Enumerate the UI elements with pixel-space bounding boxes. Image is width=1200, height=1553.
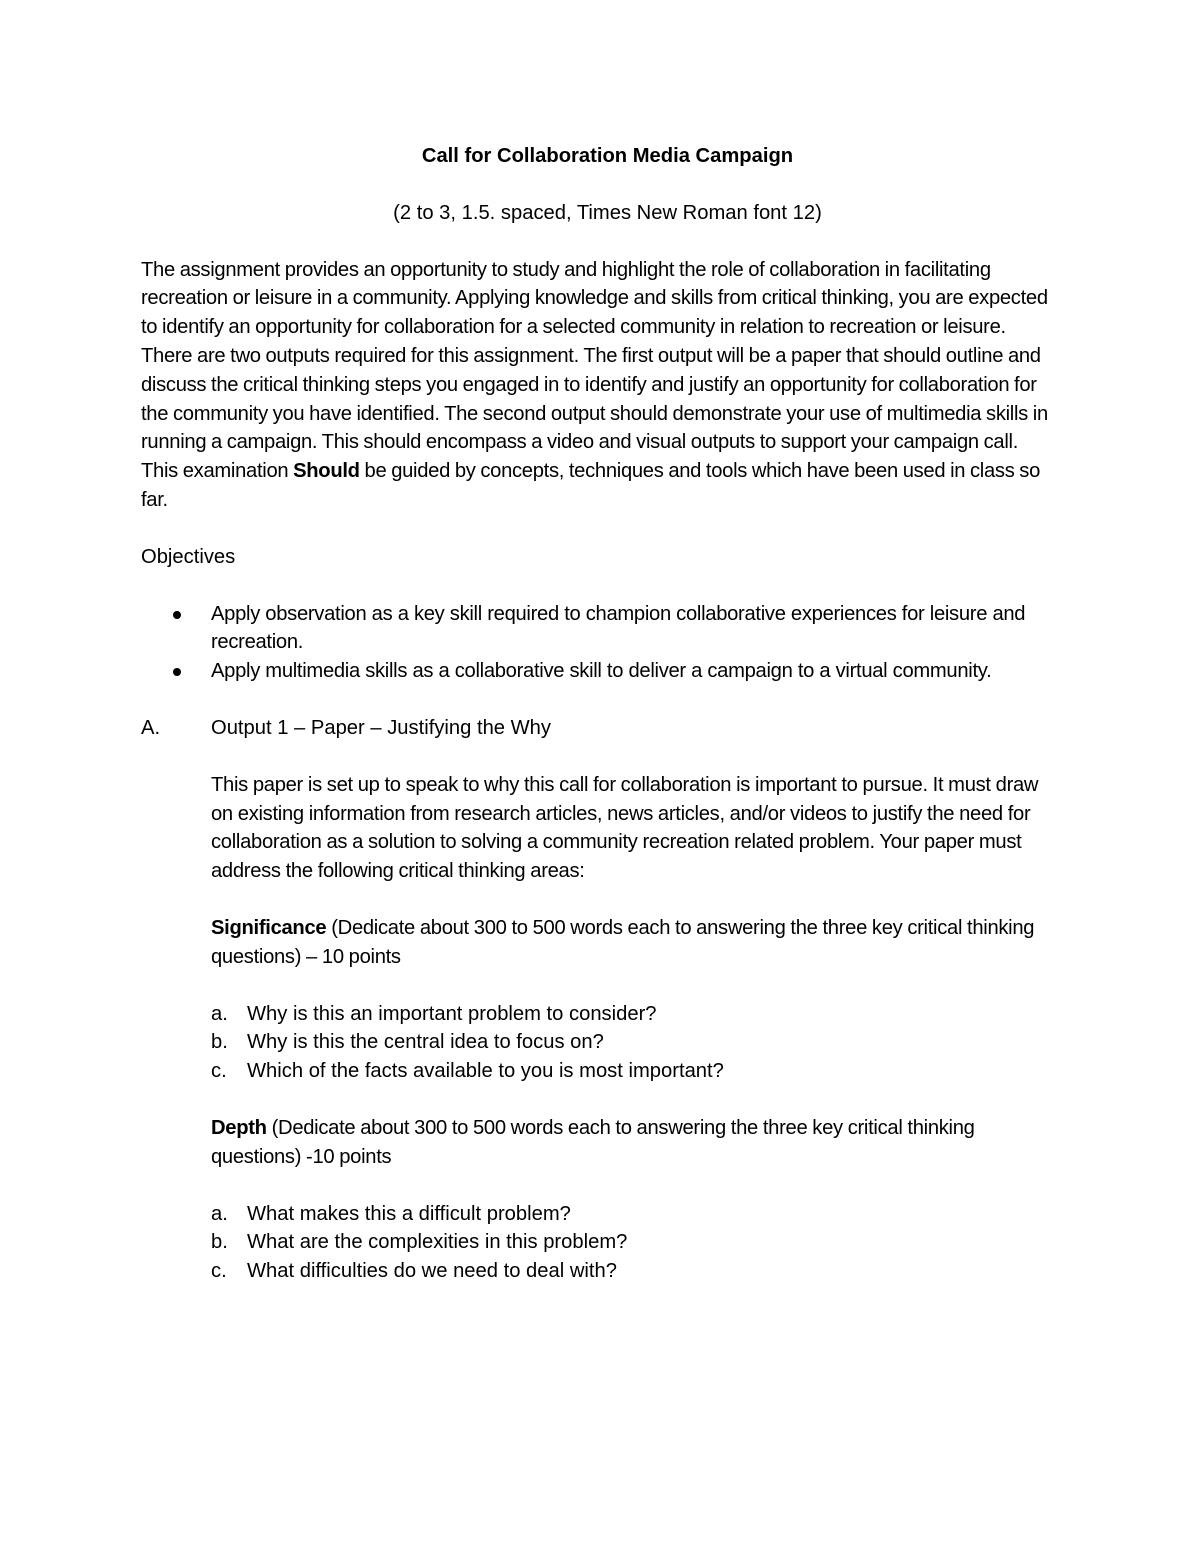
document-content — [141, 142, 1056, 1286]
question-marker: c. — [211, 1260, 227, 1283]
question-item — [211, 1000, 1056, 1029]
document-title: Call for Collaboration Media Campaign — [421, 145, 794, 167]
question-text: Why is this the central idea to focus on? — [247, 1031, 604, 1054]
significance-label: Significance — [211, 916, 327, 939]
intro-paragraph — [141, 256, 1056, 515]
objective-text: Apply multimedia skills as a collaborative skill to deliver a campaign to a virtual community. — [211, 660, 992, 683]
question-item — [211, 1257, 1056, 1286]
question-marker: b. — [211, 1231, 228, 1254]
depth-questions — [211, 1200, 1056, 1286]
intro-text-part1: The assignment provides an opportunity to study and highlight the role of collaboration in facilitating recreation or leisure in a community. Applying knowledge and skills from critical thinking, you are expected to identify an opportunity for collaboration for a selected community in relation to recreation or leisure. There are two outputs required for this assignment. The first output will be a paper that should outline and discuss the critical thinking steps you engaged in to identify and justify an opportunity for collaboration for the community you have identified. The second output should demonstrate your use of multimedia skills in running a campaign. This should encompass a video and visual outputs to support your campaign call. This examination — [141, 258, 1048, 483]
depth-paragraph — [211, 1114, 1056, 1172]
significance-text: (Dedicate about 300 to 500 words each to answering the three key critical thinking questions) – 10 points — [211, 916, 1035, 968]
depth-label: Depth — [211, 1116, 267, 1139]
output1-paragraph: This paper is set up to speak to why this call for collaboration is important to pursue. It must draw on existing information from research articles, news articles, and/or videos to justify the need for collaboration as a solution to solving a community recreation related problem. Your paper must address the following critical thinking areas: — [211, 773, 1039, 883]
objectives-list — [141, 600, 1056, 686]
output1-heading-text: Output 1 – Paper – Justifying the Why — [211, 716, 552, 739]
depth-text: (Dedicate about 300 to 500 words each to answering the three key critical thinking questions) -10 points — [211, 1116, 975, 1168]
question-item — [211, 1228, 1056, 1257]
question-text: What difficulties do we need to deal with? — [247, 1260, 617, 1283]
question-marker: b. — [211, 1031, 228, 1054]
bullet-icon — [173, 611, 181, 619]
output1-body — [141, 771, 1056, 1286]
significance-paragraph — [211, 914, 1056, 972]
significance-questions — [211, 1000, 1056, 1086]
question-item — [211, 1057, 1056, 1086]
intro-text-part2: be guided by concepts, techniques and tools which have been used in class so far. — [141, 460, 1041, 511]
bullet-icon — [173, 668, 181, 676]
question-item — [211, 1028, 1056, 1057]
question-marker: c. — [211, 1060, 227, 1083]
objective-item — [141, 657, 1056, 686]
question-marker: a. — [211, 1002, 228, 1025]
objective-text: Apply observation as a key skill required to champion collaborative experiences for leisure and recreation. — [211, 602, 1026, 654]
objective-item — [141, 600, 1056, 658]
intro-bold-word: Should — [293, 460, 360, 483]
objectives-heading: Objectives — [141, 545, 236, 568]
question-text: Why is this an important problem to consider? — [247, 1002, 657, 1025]
output1-marker: A. — [141, 716, 161, 739]
question-text: What are the complexities in this problem? — [247, 1231, 628, 1254]
question-text: What makes this a difficult problem? — [247, 1202, 571, 1225]
question-text: Which of the facts available to you is most important? — [247, 1060, 724, 1083]
question-item — [211, 1200, 1056, 1229]
output1-heading — [141, 714, 1056, 743]
question-marker: a. — [211, 1202, 228, 1225]
document-subtitle: (2 to 3, 1.5. spaced, Times New Roman font 12) — [393, 201, 822, 224]
